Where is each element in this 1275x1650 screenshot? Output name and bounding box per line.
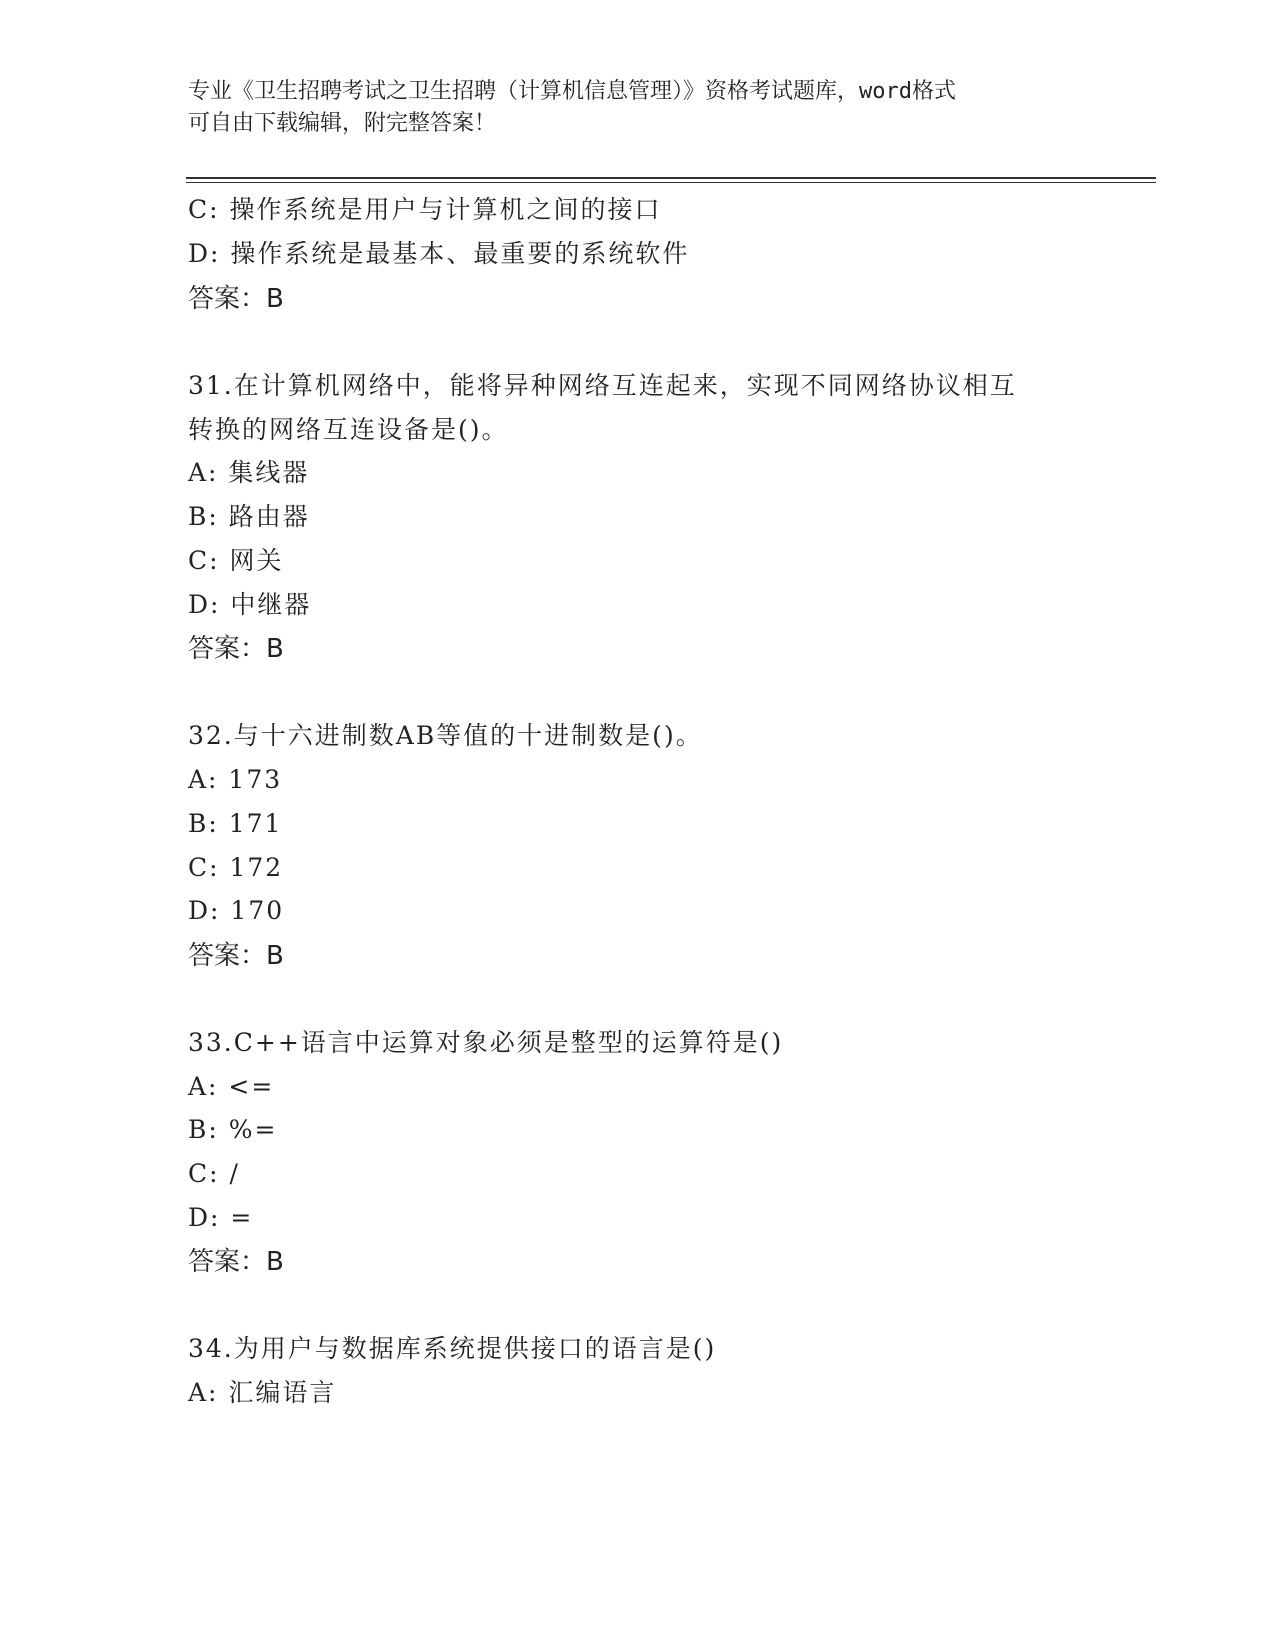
- option-line: A: 汇编语言: [188, 1378, 337, 1407]
- question-line: 32.与十六进制数AB等值的十进制数是()。: [188, 721, 703, 750]
- question-line: 31.在计算机网络中，能将异种网络互连起来，实现不同网络协议相互: [188, 371, 1017, 400]
- option-line: C: 172: [188, 853, 284, 882]
- header-line-2: 可自由下载编辑，附完整答案！: [188, 111, 497, 136]
- option-line: C: 操作系统是用户与计算机之间的接口: [188, 195, 662, 224]
- option-line: D: 操作系统是最基本、最重要的系统软件: [188, 239, 690, 268]
- header-line-1: 专业《卫生招聘考试之卫生招聘（计算机信息管理）》资格考试题库，word格式: [188, 79, 956, 104]
- answer-line: 答案：B: [188, 1247, 284, 1277]
- option-line: A: 集线器: [188, 458, 310, 487]
- option-line: B: 171: [188, 809, 283, 838]
- option-line: D: 170: [188, 896, 285, 925]
- answer-line: 答案：B: [188, 941, 284, 971]
- question-line: 34.为用户与数据库系统提供接口的语言是(): [188, 1334, 717, 1363]
- option-line: A: 173: [188, 765, 283, 794]
- answer-line: 答案：B: [188, 634, 284, 664]
- option-line: D: =: [188, 1203, 254, 1232]
- question-line: 转换的网络互连设备是()。: [188, 415, 509, 444]
- option-line: C: 网关: [188, 546, 284, 575]
- option-line: B: %=: [188, 1115, 278, 1144]
- option-line: A: <=: [188, 1072, 275, 1101]
- option-line: D: 中继器: [188, 590, 312, 619]
- header-divider-top: [186, 177, 1156, 179]
- question-line: 33.C++语言中运算对象必须是整型的运算符是(): [188, 1028, 784, 1057]
- answer-line: 答案：B: [188, 284, 284, 314]
- page-header: [188, 76, 1088, 140]
- option-line: C: /: [188, 1159, 240, 1188]
- option-line: B: 路由器: [188, 502, 310, 531]
- header-divider-bottom: [186, 182, 1156, 183]
